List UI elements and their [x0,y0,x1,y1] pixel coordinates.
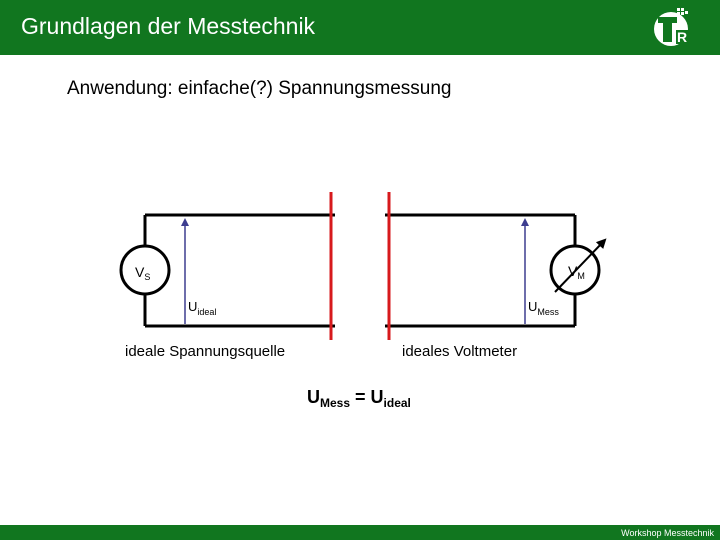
u-ideal-label: $U_{ideal}$ [188,299,217,317]
voltage-source-symbol [121,246,169,294]
footer-text: Workshop Messtechnik [621,528,714,538]
source-caption: ideale Spannungsquelle [125,343,286,360]
equation: $U_{Mess} = U_{ideal}$ [307,387,411,410]
footer-bar [0,525,720,540]
source-circuit [121,192,335,340]
meter-caption: ideales Voltmeter [402,343,518,360]
meter-circuit [385,192,603,340]
vs-label: $V_S$ [135,264,151,282]
u-mess-label: $U_{Mess}$ [528,299,559,317]
svg-text:R: R [677,29,688,45]
slide-subtitle: Anwendung: einfache(?) Spannungsmessung [67,78,452,99]
vm-label: $V_M$ [568,263,585,281]
page-title: Grundlagen der Messtechnik [21,13,316,39]
